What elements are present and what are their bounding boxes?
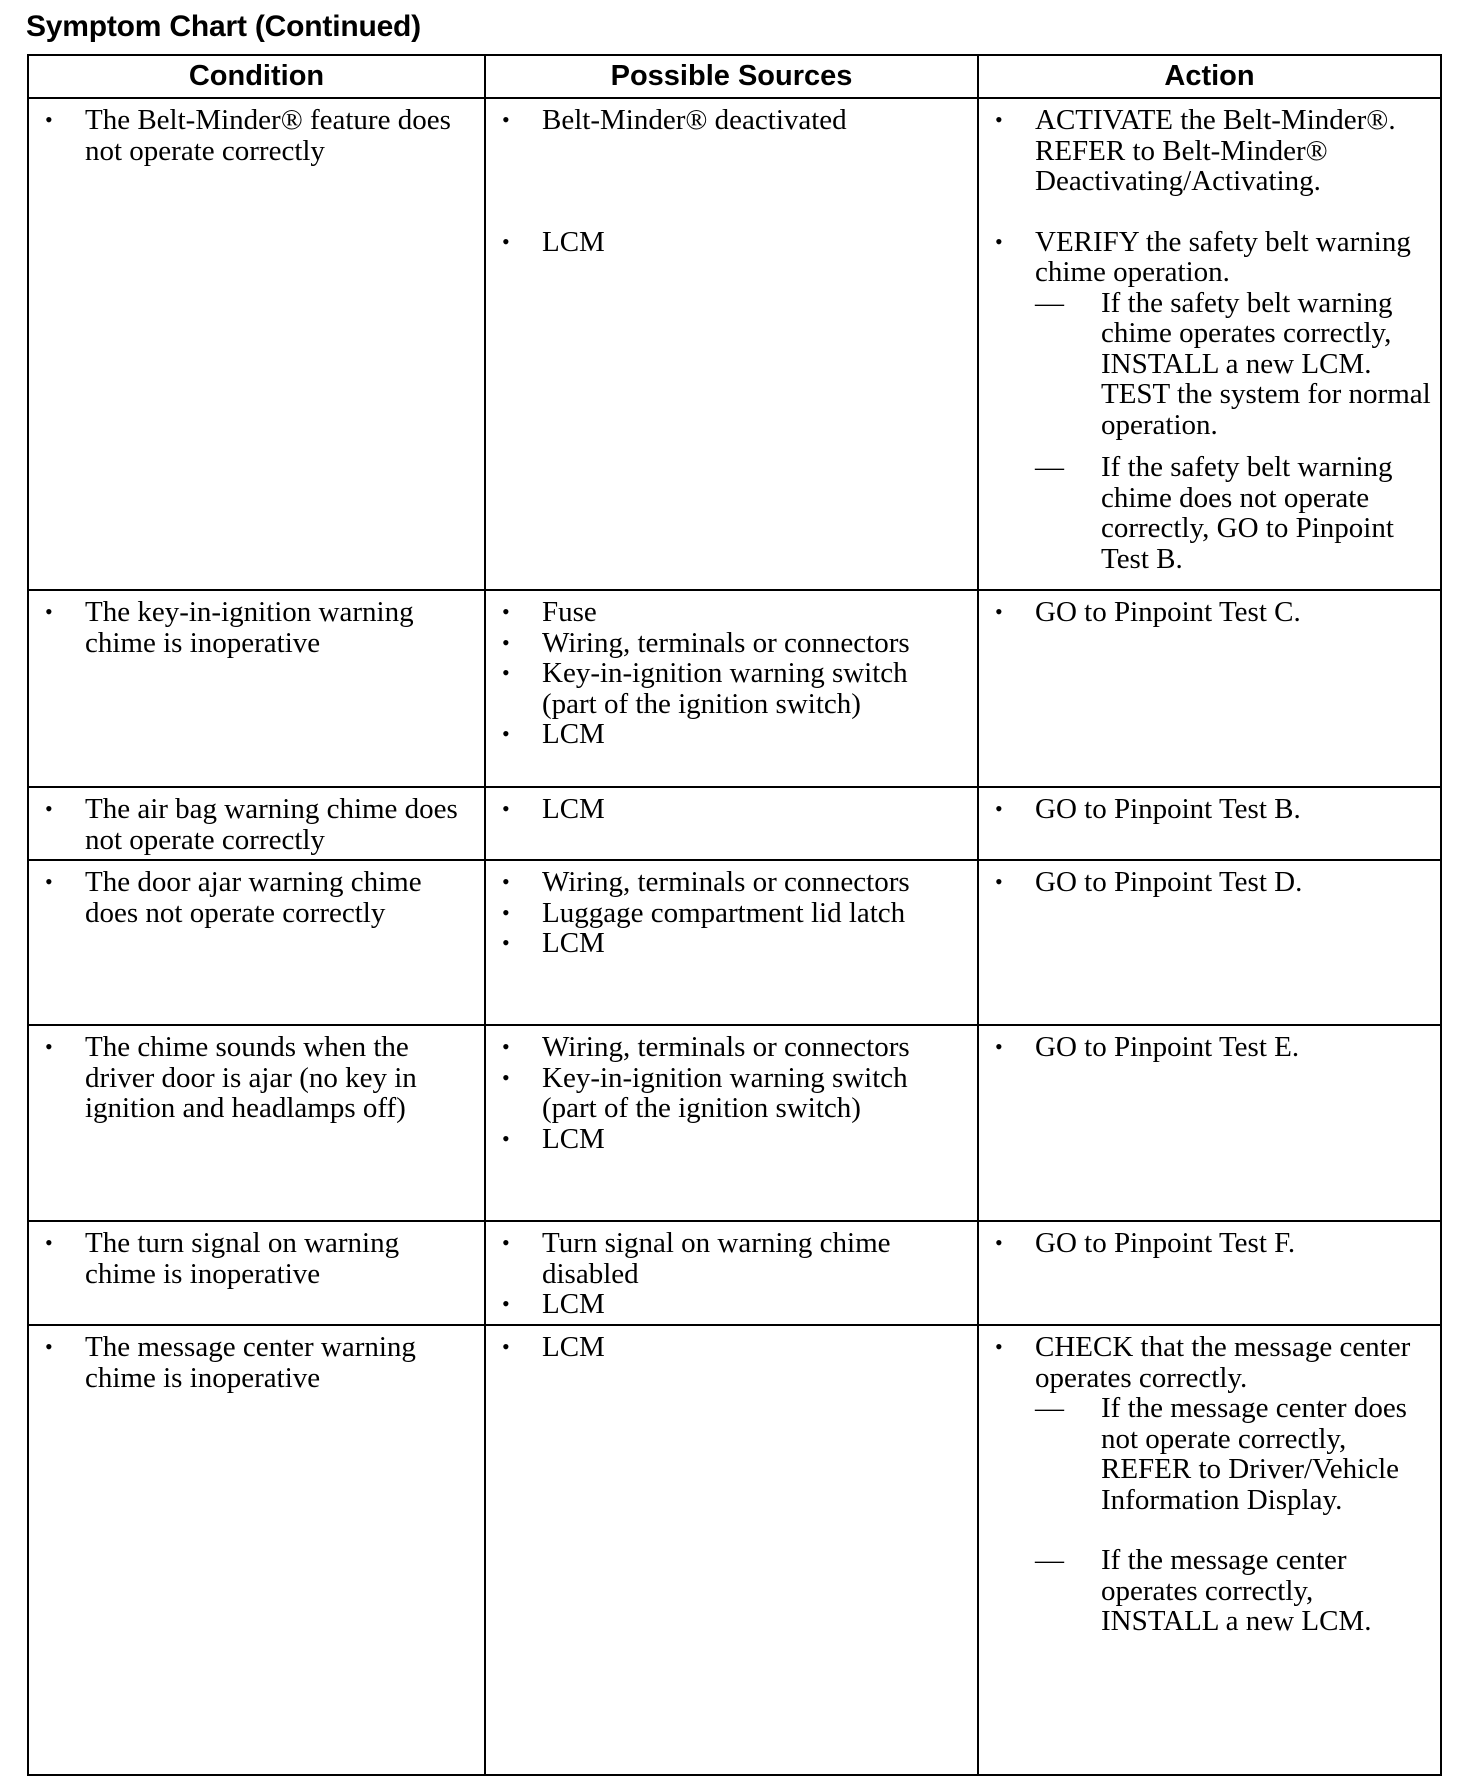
condition-cell <box>28 1325 485 1775</box>
condition-text: The turn signal on warning chime is inoperative <box>85 1227 400 1290</box>
symptom-table <box>27 54 1442 1776</box>
sources-cell <box>485 787 978 860</box>
bullet-icon: • <box>45 869 53 894</box>
condition-text: The Belt-Minder® feature does not operate correctly <box>85 104 451 167</box>
source-item: Fuse <box>542 596 597 628</box>
action-cell <box>978 1325 1441 1775</box>
bullet-icon: • <box>502 721 510 746</box>
bullet-icon: • <box>502 599 510 624</box>
dash-icon: — <box>1035 1392 1064 1424</box>
header-action: Action <box>978 55 1441 98</box>
bullet-icon: • <box>502 228 510 254</box>
dash-icon: — <box>1035 286 1064 319</box>
bullet-icon: • <box>45 1334 53 1359</box>
dash-icon: — <box>1035 1544 1064 1576</box>
table-row <box>28 860 1441 1025</box>
action-subitem: If the message center operates correctly, INSTALL a new LCM. <box>1101 1544 1372 1637</box>
bullet-icon: • <box>995 599 1003 624</box>
action-item: VERIFY the safety belt warning chime operation. <box>1035 225 1411 288</box>
condition-text: The key-in-ignition warning chime is inoperative <box>85 596 414 659</box>
source-item: Wiring, terminals or connectors <box>542 1031 910 1063</box>
source-item: Wiring, terminals or connectors <box>542 626 910 659</box>
bullet-icon: • <box>45 599 53 624</box>
bullet-icon: • <box>45 1230 53 1255</box>
condition-cell <box>28 590 485 787</box>
table-row <box>28 1221 1441 1325</box>
condition-cell <box>28 98 485 590</box>
bullet-icon: • <box>502 629 510 655</box>
action-cell <box>978 1025 1441 1221</box>
source-item: Key-in-ignition warning switch (part of the ignition switch) <box>542 1061 908 1124</box>
action-item: GO to Pinpoint Test B. <box>1035 793 1301 825</box>
bullet-icon: • <box>995 1034 1003 1059</box>
action-item: GO to Pinpoint Test C. <box>1035 596 1301 628</box>
bullet-icon: • <box>45 1034 53 1059</box>
table-row <box>28 1025 1441 1221</box>
sources-cell <box>485 860 978 1025</box>
action-subitem: If the safety belt warning chime operates correctly, INSTALL a new LCM. TEST the system for normal operation. <box>1101 286 1431 441</box>
source-item: LCM <box>542 1331 605 1363</box>
bullet-icon: • <box>502 899 510 925</box>
table-row <box>28 590 1441 787</box>
condition-cell <box>28 1025 485 1221</box>
bullet-icon: • <box>502 1334 510 1359</box>
sources-cell <box>485 98 978 590</box>
dash-icon: — <box>1035 451 1064 483</box>
bullet-icon: • <box>502 1230 510 1255</box>
condition-cell <box>28 787 485 860</box>
sources-cell <box>485 1025 978 1221</box>
bullet-icon: • <box>995 1334 1003 1359</box>
action-item: GO to Pinpoint Test F. <box>1035 1227 1296 1259</box>
bullet-icon: • <box>502 1291 510 1316</box>
source-item: Belt-Minder® deactivated <box>542 104 847 136</box>
source-item: LCM <box>542 793 605 825</box>
bullet-icon: • <box>502 796 510 821</box>
action-cell <box>978 787 1441 860</box>
table-row <box>28 98 1441 590</box>
bullet-icon: • <box>502 869 510 894</box>
header-possible-sources: Possible Sources <box>485 55 978 98</box>
header-condition: Condition <box>28 55 485 98</box>
condition-cell <box>28 1221 485 1325</box>
bullet-icon: • <box>995 107 1003 132</box>
source-item: Key-in-ignition warning switch (part of the ignition switch) <box>542 657 908 720</box>
table-row <box>28 1325 1441 1775</box>
action-cell <box>978 860 1441 1025</box>
bullet-icon: • <box>502 660 510 685</box>
action-subitem: If the message center does not operate correctly, REFER to Driver/Vehicle Information Display. <box>1101 1392 1407 1516</box>
bullet-icon: • <box>995 228 1003 254</box>
action-subitem: If the safety belt warning chime does not operate correctly, GO to Pinpoint Test B. <box>1101 451 1394 575</box>
bullet-icon: • <box>45 107 53 132</box>
action-item: ACTIVATE the Belt-Minder®. REFER to Belt-Minder® Deactivating/Activating. <box>1035 104 1396 197</box>
sources-cell <box>485 590 978 787</box>
bullet-icon: • <box>45 796 53 821</box>
bullet-icon: • <box>995 1230 1003 1255</box>
condition-text: The door ajar warning chime does not operate correctly <box>85 866 422 929</box>
bullet-icon: • <box>995 869 1003 894</box>
condition-cell <box>28 860 485 1025</box>
action-item: CHECK that the message center operates correctly. <box>1035 1331 1411 1394</box>
source-item: LCM <box>542 1288 605 1320</box>
bullet-icon: • <box>502 107 510 132</box>
sources-cell <box>485 1221 978 1325</box>
source-item: Turn signal on warning chime disabled <box>542 1227 891 1290</box>
action-item: GO to Pinpoint Test E. <box>1035 1031 1300 1063</box>
condition-text: The message center warning chime is inoperative <box>85 1331 416 1394</box>
action-item: GO to Pinpoint Test D. <box>1035 866 1303 898</box>
bullet-icon: • <box>502 1034 510 1059</box>
action-cell <box>978 590 1441 787</box>
bullet-icon: • <box>502 1125 510 1151</box>
chart-title: Symptom Chart (Continued) <box>26 10 421 43</box>
source-item: LCM <box>542 225 605 258</box>
action-cell <box>978 98 1441 590</box>
source-item: Wiring, terminals or connectors <box>542 866 910 898</box>
condition-text: The air bag warning chime does not operate correctly <box>85 793 458 856</box>
sources-cell <box>485 1325 978 1775</box>
action-cell <box>978 1221 1441 1325</box>
header-row <box>28 55 1441 98</box>
source-item: LCM <box>542 718 605 750</box>
condition-text: The chime sounds when the driver door is ajar (no key in ignition and headlamps off) <box>85 1031 417 1124</box>
source-item: LCM <box>542 927 605 959</box>
bullet-icon: • <box>995 796 1003 821</box>
source-item: LCM <box>542 1122 605 1155</box>
bullet-icon: • <box>502 1064 510 1090</box>
bullet-icon: • <box>502 930 510 955</box>
table-row <box>28 787 1441 860</box>
source-item: Luggage compartment lid latch <box>542 896 906 929</box>
